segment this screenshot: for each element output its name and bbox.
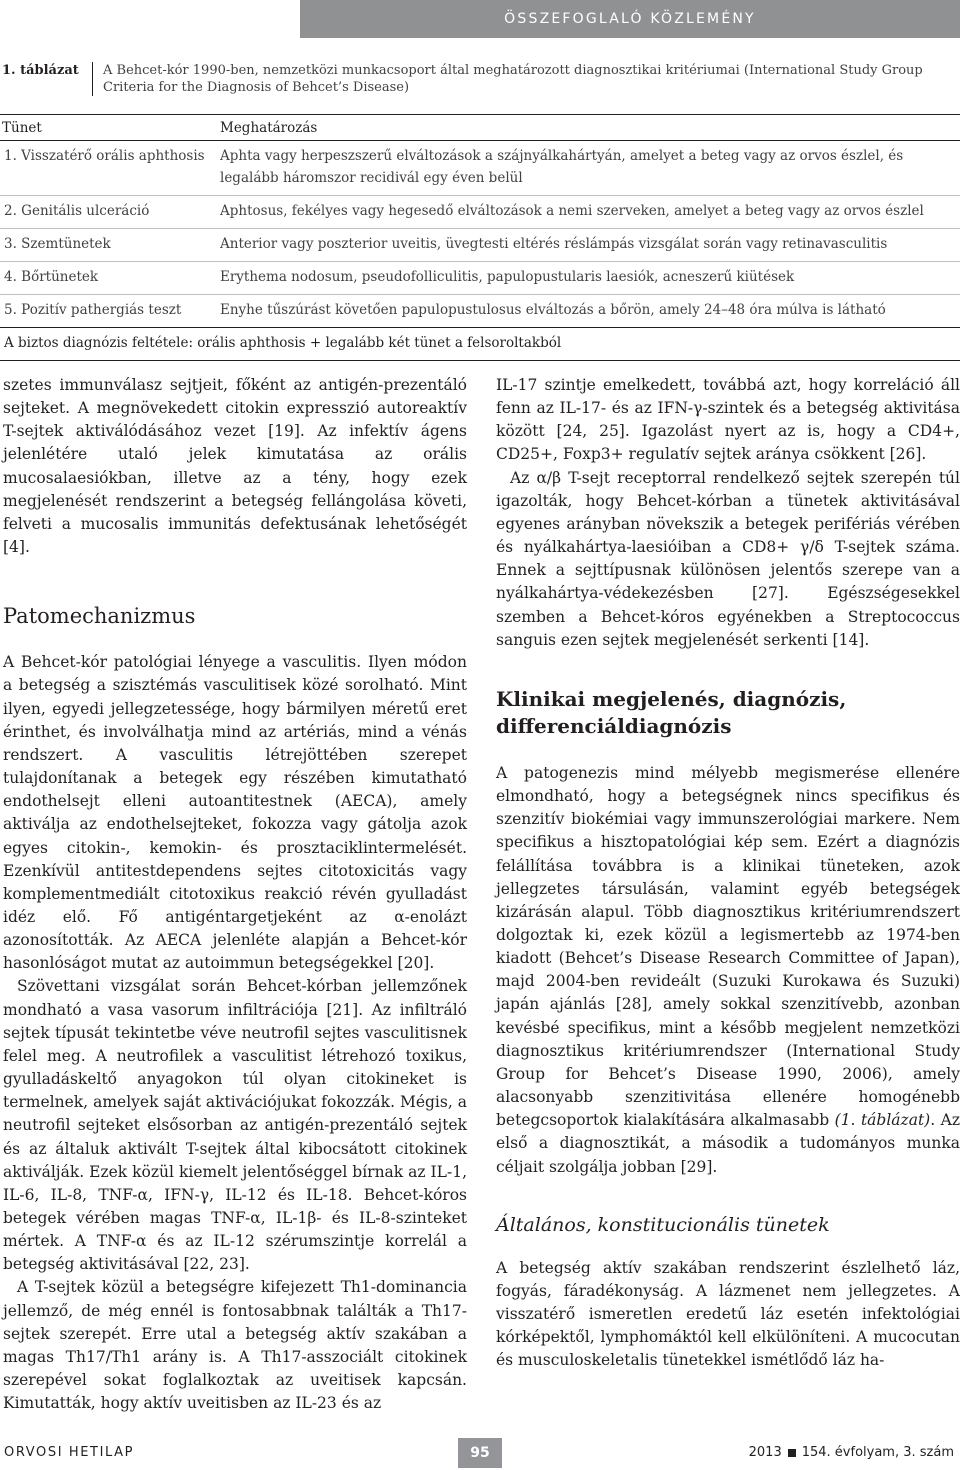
- paragraph-text: . Az első a diagnosztikát, a második a tudományos munka céljait szolgálja jobban [29].: [496, 1111, 960, 1176]
- paragraph: A T-sejtek közül a betegségre kifejezett Th1-dominancia jellemző, de még ennél is fontosabbnak találták a Th17-sejtek szerepét. Erre utal a betegség aktív szakában a magas Th17/Th1 arány is. A Th17-asszociált citokinek szerepével sokat foglalkoztak az uveitisek kapcsán. Kimutatták, hogy aktív uveitisben az IL-23 és az: [3, 1278, 467, 1413]
- symptom-cell: 4. Bőrtünetek: [0, 262, 218, 295]
- paragraph: IL-17 szintje emelkedett, továbbá azt, hogy korreláció áll fenn az IL-17- és az IFN-γ-szintek és a betegség aktivitása között [24, 25]. Igazolást nyert az is, hogy a CD4+, CD25+, Foxp3+ regulatív sejtek aránya csökkent [26].: [496, 376, 960, 464]
- definition-cell: Enyhe tűszúrást követően papulopustulosus elváltozás a bőrön, amely 24–48 óra múlva is látható: [218, 295, 960, 328]
- symptom-cell: 5. Pozitív pathergiás teszt: [0, 295, 218, 328]
- section-heading: Klinikai megjelenés, diagnózis, differenciáldiagnózis: [496, 686, 847, 738]
- symptom-cell: 3. Szemtünetek: [0, 229, 218, 262]
- table-header-row: [0, 115, 960, 141]
- column-header-definition: Meghatározás: [218, 115, 960, 141]
- section-heading: Patomechanizmus: [3, 604, 196, 629]
- issue-info: [749, 1445, 954, 1460]
- table-row: [0, 196, 960, 229]
- paragraph: A betegség aktív szakában rendszerint észlelhető láz, fogyás, fáradékonyság. A lázmenet nem jellegzetes. A visszatérő ismeretlen eredetű láz esetén infektológiai kórképektől, lymphomáktól kell elkülöníteni. A mucocutan és musculoskeletalis tünetekkel ismétlődő láz ha-: [496, 1258, 960, 1370]
- table-label: 1. táblázat: [2, 63, 79, 78]
- table-footnote-row: [0, 328, 960, 361]
- symptom-cell: 1. Visszatérő orális aphthosis: [0, 141, 218, 196]
- symptom-cell: 2. Genitális ulceráció: [0, 196, 218, 229]
- definition-cell: Anterior vagy poszterior uveitis, üvegtesti eltérés réslámpás vizsgálat során vagy retinavasculitis: [218, 229, 960, 262]
- criteria-table-block: [0, 62, 960, 361]
- left-column: [3, 374, 467, 1415]
- page-footer: [0, 1436, 960, 1470]
- subsection-heading: Általános, konstitucionális tünetek: [496, 1213, 830, 1236]
- square-bullet-icon: [788, 1449, 796, 1457]
- section-header: [300, 0, 960, 38]
- table-row: [0, 295, 960, 328]
- table-footnote: A biztos diagnózis feltétele: orális aphthosis + legalább két tünet a felsoroltakból: [0, 328, 960, 361]
- right-column: [496, 374, 960, 1372]
- paragraph: [496, 762, 960, 1179]
- table-row: [0, 262, 960, 295]
- definition-cell: Aphtosus, fekélyes vagy hegesedő elváltozások a nemi szerveken, amelyet a beteg vagy az orvos észlel: [218, 196, 960, 229]
- table-caption-text: A Behcet-kór 1990-ben, nemzetközi munkacsoport által meghatározott diagnosztikai kritériumai (International Study Group Criteria for the Diagnosis of Behcet’s Disease): [92, 62, 960, 96]
- paragraph: szetes immunválasz sejtjeit, főként az antigén-prezentáló sejteket. A megnövekedett citokin expresszió autoreaktív T-sejtek aktiválódásához vezet [19]. Az infektív ágens jelenlétére utaló jelek kimutatása az orális mucosalaesiókban, illetve az a tény, hogy ezek megjelenését rendszerint a betegség fellángolása követi, felveti a mucosalis immunitás defektusának lehetőségét [4].: [3, 376, 467, 557]
- definition-cell: Erythema nodosum, pseudofolliculitis, papulopustularis laesiók, acneszerű kiütések: [218, 262, 960, 295]
- issue-volume: 154. évfolyam, 3. szám: [801, 1445, 954, 1460]
- paragraph: Az α/β T-sejt receptorral rendelkező sejtek szerepén túl igazolták, hogy Behcet-kórban a tünetek aktivitásával egyenes arányban növekszik a betegek perifériás vérében és nyálkahártya-laesióiban a CD8+ γ/δ T-sejtek száma. Ennek a sejttípusnak különösen jelentős szerepe van a nyálkahártya-védekezésben [27]. Egészségesekkel szemben a Behcet-kóros egyénekben a Streptococcus sanguis ezen sejtek megjelenését serkenti [14].: [496, 468, 960, 649]
- journal-name: ORVOSI HETILAP: [4, 1445, 135, 1460]
- paragraph: A Behcet-kór patológiai lényege a vasculitis. Ilyen módon a betegség a szisztémás vasculitisek közé sorolható. Mint ilyen, egyedi jellegzetessége, hogy bármilyen méretű eret érinthet, és involválhatja mind az artériás, mind a vénás rendszert. A vasculitis létrejöttében szerepet tulajdonítanak a betegek egy részében kimutatható endothelsejt elleni autoantitestnek (AECA), amely aktiválja az endothelsejteket, fokozza vagy gátolja azok egyes citokin-, kemokin- és prosztaciklintermelését. Ezenkívül antitestdependens sejtes citotoxicitás vagy komplementmediált citotoxikus reakció révén gyulladást idéz elő. Fő antigéntargetjeként az α-enolázt azonosították. Az AECA jelenléte alapján a Behcet-kór hasonlóságot mutat az autoimmun betegségekkel [20].: [3, 653, 467, 973]
- section-title: ÖSSZEFOGLALÓ KÖZLEMÉNY: [504, 11, 756, 27]
- table-row: [0, 141, 960, 196]
- table-caption: [0, 62, 960, 96]
- page-number: 95: [458, 1438, 502, 1468]
- issue-year: 2013: [748, 1445, 782, 1460]
- table-row: [0, 229, 960, 262]
- paragraph: Szövettani vizsgálat során Behcet-kórban jellemzőnek mondható a vasa vasorum infiltrációja [21]. Az infiltráló sejtek típusát tekintetbe véve neutrofil sejtes vasculitisnek felel meg. A neutrofilek a vasculitist létrehozó toxikus, gyulladáskeltő anyagokon túl olyan citokineket is termelnek, amelyek saját aktivációjukat fokozzák. Mégis, a neutrofil sejteket elsősorban az antigén-prezentáló sejtek és az általuk aktivált T-sejtek által kibocsátott citokinek aktiválják. Ezek közül kiemelt jelentőséggel bírnak az IL-1, IL-6, IL-8, TNF-α, IFN-γ, IL-12 és IL-18. Behcet-kóros betegek vérében magas TNF-α, IL-1β- és IL-8-szinteket mértek. A TNF-α és az IL-12 szérumszintje korrelál a betegség aktivitásával [22, 23].: [3, 977, 467, 1274]
- definition-cell: Aphta vagy herpeszszerű elváltozások a szájnyálkahártyán, amelyet a beteg vagy az orvos észlel, és legalább háromszor recidivál egy éven belül: [218, 141, 960, 196]
- column-header-symptom: Tünet: [0, 115, 218, 141]
- paragraph-text: A patogenezis mind mélyebb megismerése ellenére elmondható, hogy a betegségnek nincs specifikus és szenzitív biokémiai vagy immunszerológiai markere. Nem specifikus a hisztopatológiai kép sem. Ezért a diagnózis felállítása továbbra is a klinikai tüneteken, azok jellegzetes társulásán, valamint egyéb betegségek kizárásán alapul. Több diagnosztikus kritériumrendszert dolgoztak ki, ezek közül a legismertebb az 1974-ben kiadott (Behcet’s Disease Research Committee of Japan), majd 2004-ben revideált (Suzuki Kurokawa és Suzuki) japán ajánlás [28], amely sokkal szenzitívebb, azonban kevésbé specifikus, mint a később megjelent nemzetközi diagnosztikus kritériumrendszer (International Study Group for Behcet’s Disease 1990, 2006), amely alacsonyabb szenzitivitása ellenére homogénebb betegcsoportok kialakítására alkalmasabb: [496, 763, 960, 1130]
- table-reference: (1. táblázat): [834, 1111, 931, 1130]
- criteria-table: [0, 114, 960, 361]
